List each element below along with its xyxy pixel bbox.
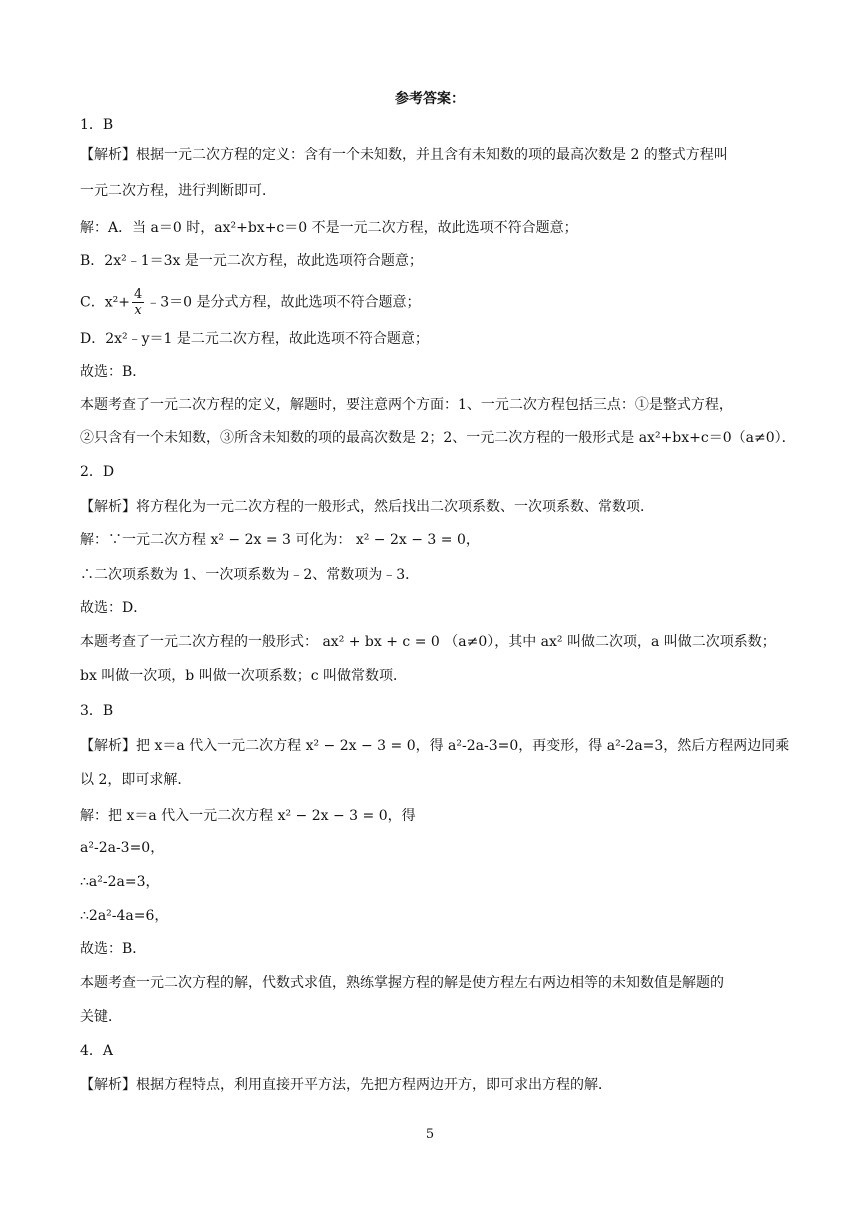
- fraction-denominator: x: [134, 303, 142, 318]
- q2-step-2: ∴二次项系数为 1、一次项系数为﹣2、常数项为﹣3．: [80, 567, 420, 583]
- q1-answer: 1．B: [80, 117, 114, 133]
- q1-choice: 故选：B．: [80, 364, 147, 380]
- page-title: 参考答案：: [395, 91, 465, 107]
- q3-step-1: 解：把 x＝a 代入一元二次方程 x² − 2x − 3 = 0，得: [80, 808, 416, 824]
- q3-step-2: a²-2a-3=0，: [80, 840, 165, 856]
- q1-option-b: B．2x²﹣1＝3x 是一元二次方程，故此选项符合题意；: [80, 253, 423, 269]
- fraction-numerator: 4: [133, 287, 143, 302]
- q1-analysis-line-1: 【解析】根据一元二次方程的定义：含有一个未知数，并且含有未知数的项的最高次数是 2 的整式方程叫: [80, 147, 728, 163]
- q1-option-a: 解：A．当 a＝0 时，ax²+bx+c＝0 不是一元二次方程，故此选项不符合题意；: [80, 220, 578, 236]
- q3-analysis-line-2: 以 2，即可求解．: [80, 772, 192, 788]
- q3-step-3: ∴a²-2a=3，: [80, 874, 160, 890]
- q4-analysis: 【解析】根据方程特点，利用直接开平方法，先把方程两边开方，即可求出方程的解．: [80, 1077, 612, 1093]
- q1-summary-line-2: ②只含有一个未知数，③所含未知数的项的最高次数是 2；2、一元二次方程的一般形式是 ax²+bx+c＝0（a≠0）．: [80, 430, 796, 446]
- q1-option-c-prefix: C．x²+: [80, 294, 130, 311]
- q3-summary-line-1: 本题考查一元二次方程的解，代数式求值，熟练掌握方程的解是使方程左右两边相等的未知数值是解题的: [80, 975, 724, 991]
- q2-analysis: 【解析】将方程化为一元二次方程的一般形式，然后找出二次项系数、一次项系数、常数项．: [80, 499, 654, 515]
- q4-answer: 4．A: [80, 1043, 114, 1059]
- q2-summary-line-2: bx 叫做一次项，b 叫做一次项系数；c 叫做常数项．: [80, 668, 408, 684]
- q2-choice: 故选：D．: [80, 600, 148, 616]
- q3-answer: 3．B: [80, 703, 114, 719]
- q3-summary-line-2: 关键．: [80, 1009, 122, 1025]
- q2-answer: 2．D: [80, 464, 115, 480]
- page-number: 5: [425, 1127, 435, 1142]
- q1-option-c-fraction: [132, 287, 144, 318]
- q1-option-c-suffix: ﹣3＝0 是分式方程，故此选项不符合题意；: [146, 294, 421, 311]
- q1-option-c: [80, 287, 800, 318]
- q3-step-4: ∴2a²-4a=6，: [80, 908, 169, 924]
- q3-choice: 故选：B．: [80, 941, 147, 957]
- q2-summary-line-1: 本题考查了一元二次方程的一般形式： ax² + bx + c = 0 （a≠0），其中 ax² 叫做二次项，a 叫做二次项系数；: [80, 634, 776, 650]
- q1-option-d: D．2x²﹣y＝1 是二元二次方程，故此选项不符合题意；: [80, 331, 429, 347]
- q3-analysis-line-1: 【解析】把 x＝a 代入一元二次方程 x² − 2x − 3 = 0，得 a²-2a-3=0，再变形，得 a²-2a=3，然后方程两边同乘: [80, 738, 790, 754]
- q2-step-1: 解：∵一元二次方程 x² − 2x = 3 可化为： x² − 2x − 3 = 0，: [80, 532, 480, 548]
- q1-analysis-line-2: 一元二次方程，进行判断即可．: [80, 183, 276, 199]
- q1-summary-line-1: 本题考查了一元二次方程的定义，解题时，要注意两个方面：1、一元二次方程包括三点：①是整式方程，: [80, 397, 733, 413]
